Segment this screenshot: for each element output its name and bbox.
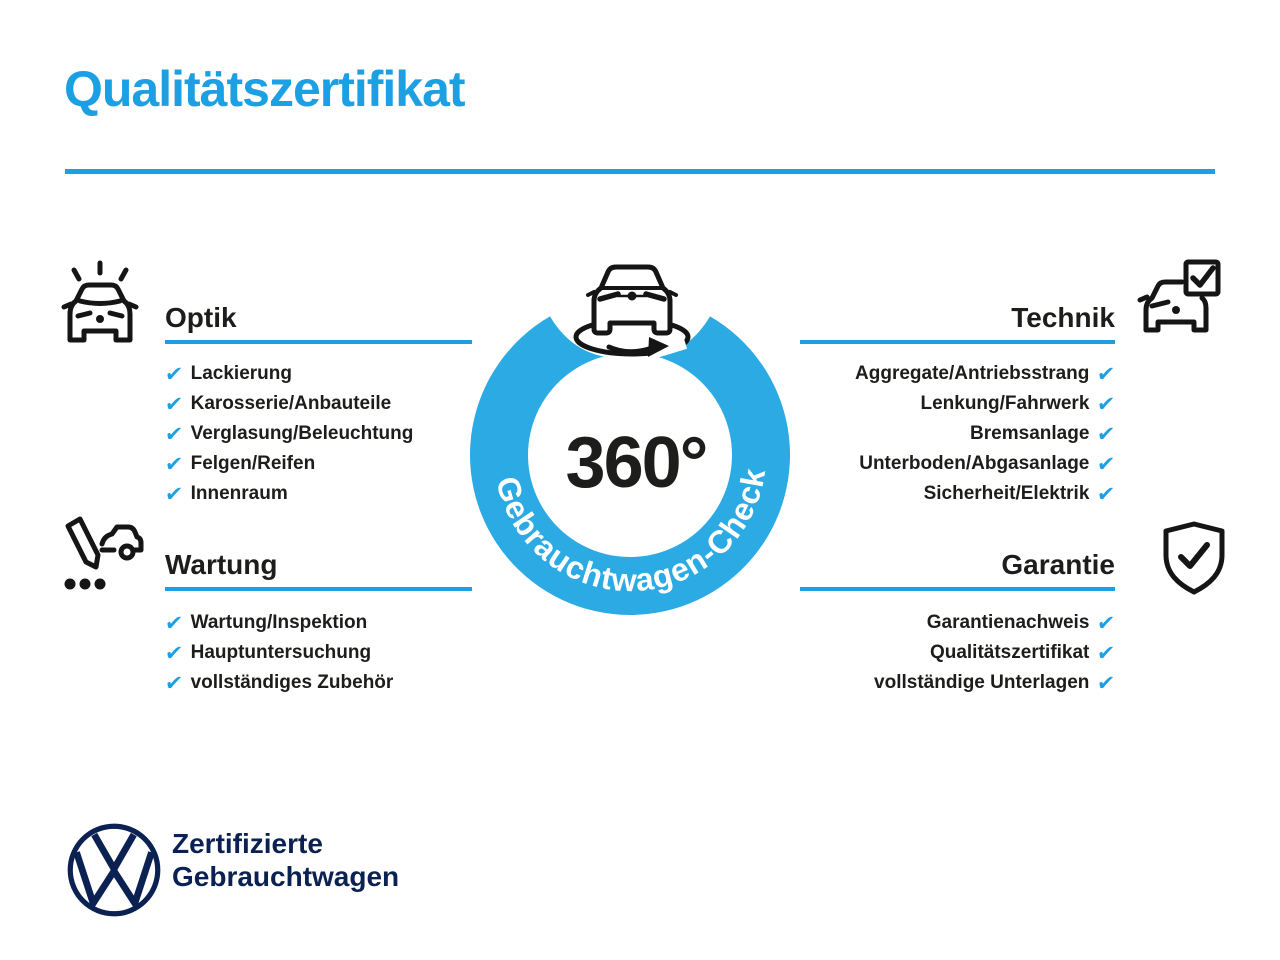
- list-item-label: Bremsanlage: [970, 423, 1090, 444]
- check-icon: ✔: [163, 640, 184, 665]
- section-heading-wartung: Wartung: [165, 549, 278, 580]
- section-divider-wartung: [165, 587, 472, 591]
- section-heading-garantie: Garantie: [1001, 549, 1115, 580]
- list-item-label: Hauptuntersuchung: [190, 642, 372, 663]
- brand-line-1: Zertifizierte: [172, 828, 323, 859]
- check-icon: ✔: [163, 391, 184, 416]
- brand-line-2: Gebrauchtwagen: [172, 861, 400, 892]
- degree-label: 360°: [565, 423, 707, 503]
- check-icon: ✔: [1096, 421, 1117, 446]
- list-item-label: Aggregate/Antriebsstrang: [855, 363, 1090, 384]
- list-item: [640, 670, 1115, 696]
- check-icon: ✔: [1096, 361, 1117, 386]
- list-item-label: Verglasung/Beleuchtung: [190, 423, 414, 444]
- section-heading-technik: Technik: [1011, 302, 1115, 333]
- check-icon: ✔: [163, 670, 184, 695]
- list-item: [165, 640, 371, 666]
- list-item-label: Sicherheit/Elektrik: [923, 483, 1090, 504]
- ring-curved-label: Gebrauchtwagen-Check: [489, 464, 773, 599]
- check-icon: ✔: [1096, 640, 1117, 665]
- shiny-car-icon: [56, 258, 144, 348]
- check-icon: ✔: [1096, 481, 1117, 506]
- list-item: [165, 421, 413, 447]
- list-item-label: Karosserie/Anbauteile: [190, 393, 392, 414]
- list-item: [165, 391, 391, 417]
- list-item-label: Lenkung/Fahrwerk: [920, 393, 1090, 414]
- list-item-label: Felgen/Reifen: [190, 453, 316, 474]
- list-item: [165, 481, 288, 507]
- check-icon: ✔: [163, 361, 184, 386]
- list-item-label: vollständige Unterlagen: [874, 672, 1090, 693]
- check-icon: ✔: [1096, 670, 1117, 695]
- list-item: [165, 670, 393, 696]
- list-item-label: vollständiges Zubehör: [190, 672, 394, 693]
- section-heading-optik: Optik: [165, 302, 237, 333]
- list-item-label: Wartung/Inspektion: [190, 612, 368, 633]
- check-icon: ✔: [1096, 610, 1117, 635]
- pencil-car-icon: [56, 512, 144, 602]
- check-icon: ✔: [1096, 391, 1117, 416]
- section-divider-optik: [165, 340, 472, 344]
- check-icon: ✔: [163, 610, 184, 635]
- vw-logo: [64, 820, 164, 920]
- list-item: [640, 640, 1115, 666]
- check-icon: ✔: [163, 421, 184, 446]
- title-divider: [65, 169, 1215, 174]
- list-item-label: Innenraum: [190, 483, 288, 504]
- check-icon: ✔: [163, 481, 184, 506]
- car-360-icon: [557, 253, 707, 368]
- check-icon: ✔: [163, 451, 184, 476]
- brand-text: [172, 827, 399, 893]
- list-item: [165, 610, 367, 636]
- car-checkbox-icon: [1136, 258, 1224, 348]
- list-item-label: Lackierung: [190, 363, 292, 384]
- section-divider-technik: [800, 340, 1115, 344]
- list-item: [165, 361, 292, 387]
- section-divider-garantie: [800, 587, 1115, 591]
- list-item-label: Unterboden/Abgasanlage: [859, 453, 1090, 474]
- list-item-label: Garantienachweis: [926, 612, 1090, 633]
- list-item-label: Qualitätszertifikat: [929, 642, 1090, 663]
- shield-check-icon: [1150, 516, 1238, 606]
- check-icon: ✔: [1096, 451, 1117, 476]
- page-title: Qualitätszertifikat: [64, 61, 465, 117]
- list-item: [165, 451, 315, 477]
